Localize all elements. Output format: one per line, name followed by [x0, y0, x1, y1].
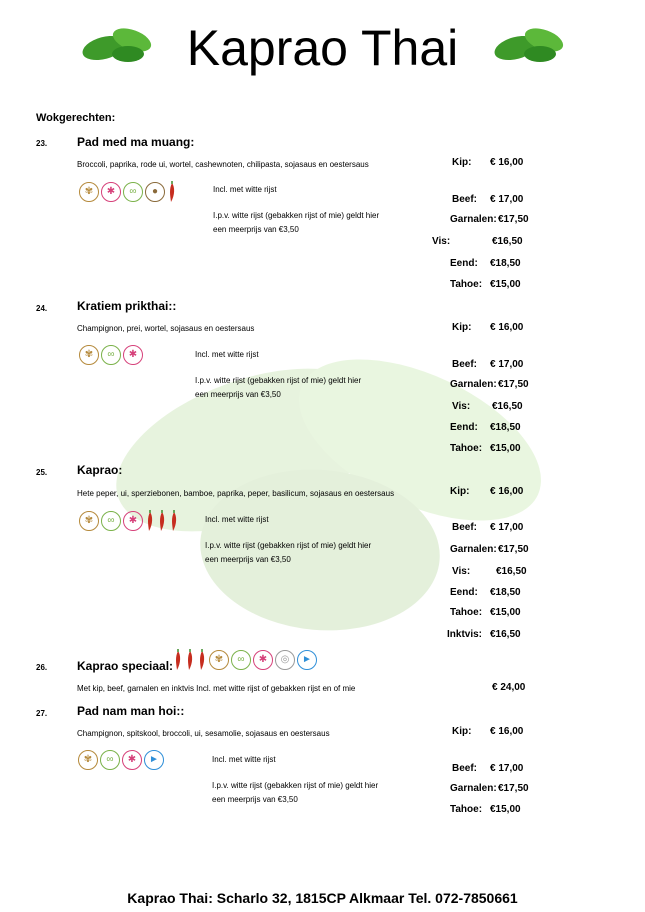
price-value: € 16,00	[490, 726, 524, 737]
rice-surcharge-note-line1: I.p.v. witte rijst (gebakken rijst of mie) geldt hier	[213, 211, 380, 220]
dish-number: 24.	[36, 304, 48, 313]
price-value: € 16,00	[490, 486, 524, 497]
soy-icon: ∞	[101, 345, 121, 365]
crustacean-icon: ✱	[253, 650, 273, 670]
rice-surcharge-note-line2: een meerprijs van €3,50	[212, 795, 298, 804]
dish-description: Champignon, prei, wortel, sojasaus en oestersaus	[77, 324, 255, 333]
price-label: Kip:	[452, 157, 472, 168]
chili-pepper-icon	[169, 510, 179, 532]
gluten-icon: ✾	[209, 650, 229, 670]
chili-pepper-icon	[157, 510, 167, 532]
price-label: Vis:	[452, 401, 471, 412]
fish-icon: ►	[297, 650, 317, 670]
crustacean-icon: ✱	[101, 182, 121, 202]
chili-pepper-icon	[197, 649, 207, 671]
price-label: Beef:	[452, 359, 478, 370]
rice-surcharge-note-line2: een meerprijs van €3,50	[205, 555, 291, 564]
page-title: Kaprao Thai	[186, 20, 459, 76]
price-value: €15,00	[490, 279, 521, 290]
price-value: € 16,00	[490, 322, 524, 333]
gluten-icon: ✾	[78, 750, 98, 770]
rice-surcharge-note-line1: I.p.v. witte rijst (gebakken rijst of mie) geldt hier	[205, 541, 372, 550]
chili-pepper-icon	[185, 649, 195, 671]
footer-address: Kaprao Thai: Scharlo 32, 1815CP Alkmaar Tel. 072-7850661	[127, 890, 518, 906]
price-value: € 17,00	[490, 359, 524, 370]
dish-number: 25.	[36, 468, 48, 477]
rice-note: Incl. met witte rijst	[205, 515, 269, 524]
rice-note: Incl. met witte rijst	[213, 185, 277, 194]
price-value: €15,00	[490, 443, 521, 454]
soy-icon: ∞	[231, 650, 251, 670]
price-label: Beef:	[452, 763, 478, 774]
price-label: Tahoe:	[450, 279, 483, 290]
price-value: €16,50	[490, 629, 521, 640]
price-label: Garnalen:	[450, 214, 497, 225]
price-label: Tahoe:	[450, 607, 483, 618]
price-label: Tahoe:	[450, 804, 483, 815]
rice-note: Incl. met witte rijst	[195, 350, 259, 359]
price-value: € 24,00	[492, 682, 526, 693]
price-value: €17,50	[498, 544, 529, 555]
price-label: Beef:	[452, 522, 478, 533]
price-label: Tahoe:	[450, 443, 483, 454]
chili-pepper-icon	[173, 649, 183, 671]
price-value: €15,00	[490, 804, 521, 815]
basil-leaf-right-image	[492, 22, 572, 66]
allergen-icons	[79, 345, 143, 365]
price-label: Kip:	[450, 486, 470, 497]
dish-name: Kratiem prikthai::	[77, 299, 177, 313]
dish-number: 23.	[36, 139, 48, 148]
price-label: Inktvis:	[447, 629, 483, 640]
price-value: € 17,00	[490, 194, 524, 205]
price-value: €15,00	[490, 607, 521, 618]
price-value: €18,50	[490, 258, 521, 269]
price-label: Kip:	[452, 322, 472, 333]
price-label: Kip:	[452, 726, 472, 737]
price-value: € 17,00	[490, 522, 524, 533]
chili-pepper-icon	[145, 510, 155, 532]
price-label: Eend:	[450, 422, 478, 433]
dish-name: Kaprao speciaal:	[77, 659, 174, 673]
price-label: Vis:	[452, 566, 471, 577]
price-label: Garnalen:	[450, 379, 497, 390]
price-value: €17,50	[498, 379, 529, 390]
allergen-icons	[79, 181, 177, 203]
price-value: €17,50	[498, 214, 529, 225]
price-label: Eend:	[450, 587, 478, 598]
price-value: €16,50	[492, 401, 523, 412]
rice-surcharge-note-line1: I.p.v. witte rijst (gebakken rijst of mie) geldt hier	[212, 781, 379, 790]
price-value: €18,50	[490, 422, 521, 433]
rice-surcharge-note-line1: I.p.v. witte rijst (gebakken rijst of mie) geldt hier	[195, 376, 362, 385]
fish-icon: ►	[144, 750, 164, 770]
dish-description: Met kip, beef, garnalen en inktvis Incl. met witte rijst of gebakken rijst en of mie	[77, 684, 356, 693]
dish-description: Broccoli, paprika, rode ui, wortel, cashewnoten, chilipasta, sojasaus en oestersaus	[77, 160, 369, 169]
price-label: Garnalen:	[450, 544, 497, 555]
crustacean-icon: ✱	[122, 750, 142, 770]
chili-pepper-icon	[167, 181, 177, 203]
dish-name: Kaprao:	[77, 463, 123, 477]
dish-description: Champignon, spitskool, broccoli, ui, sesamolie, sojasaus en oestersaus	[77, 729, 330, 738]
rice-surcharge-note-line2: een meerprijs van €3,50	[195, 390, 281, 399]
price-value: € 16,00	[490, 157, 524, 168]
rice-surcharge-note-line2: een meerprijs van €3,50	[213, 225, 299, 234]
gluten-icon: ✾	[79, 345, 99, 365]
soy-icon: ∞	[123, 182, 143, 202]
allergen-icons	[173, 649, 317, 671]
nut-icon: ●	[145, 182, 165, 202]
rice-note: Incl. met witte rijst	[212, 755, 276, 764]
dish-name: Pad med ma muang:	[77, 135, 195, 149]
dish-description: Hete peper, ui, sperziebonen, bamboe, paprika, peper, basilicum, sojasaus en oestersaus	[77, 489, 395, 498]
section-title: Wokgerechten:	[36, 112, 116, 124]
price-label: Vis:	[432, 236, 451, 247]
price-value: €17,50	[498, 783, 529, 794]
gluten-icon: ✾	[79, 182, 99, 202]
price-label: Eend:	[450, 258, 478, 269]
allergen-icons	[78, 750, 164, 770]
price-value: €16,50	[496, 566, 527, 577]
gluten-icon: ✾	[79, 511, 99, 531]
dish-number: 27.	[36, 709, 48, 718]
price-value: € 17,00	[490, 763, 524, 774]
dish-name: Pad nam man hoi::	[77, 704, 185, 718]
price-value: €16,50	[492, 236, 523, 247]
price-label: Garnalen:	[450, 783, 497, 794]
allergen-icons	[79, 510, 179, 532]
soy-icon: ∞	[101, 511, 121, 531]
price-value: €18,50	[490, 587, 521, 598]
soy-icon: ∞	[100, 750, 120, 770]
mollusc-icon: ◎	[275, 650, 295, 670]
dish-number: 26.	[36, 663, 48, 672]
price-label: Beef:	[452, 194, 478, 205]
crustacean-icon: ✱	[123, 511, 143, 531]
crustacean-icon: ✱	[123, 345, 143, 365]
